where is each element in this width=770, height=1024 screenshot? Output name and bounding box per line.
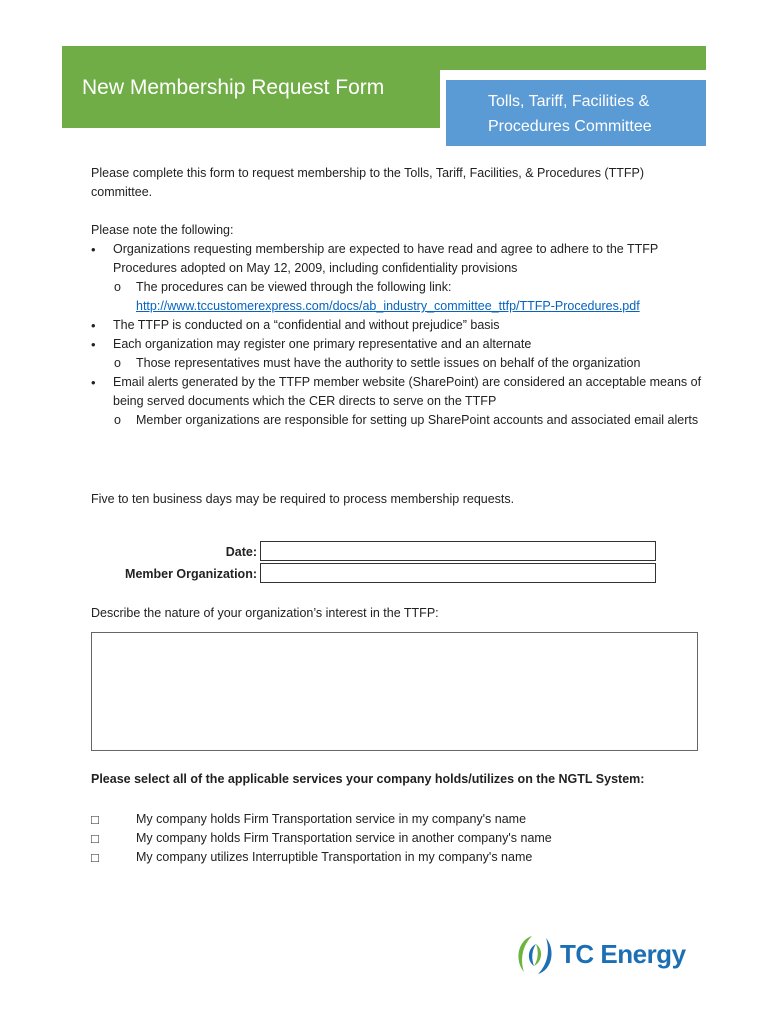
sub-note-text: The procedures can be viewed through the following link: (136, 280, 452, 294)
service-label: My company holds Firm Transportation service in another company's name (136, 831, 552, 845)
sub-note-text: Those representatives must have the authority to settle issues on behalf of the organization (136, 356, 641, 370)
committee-line-1: Tolls, Tariff, Facilities & (488, 93, 650, 110)
interest-textarea[interactable] (91, 632, 698, 751)
procedures-link[interactable]: http://www.tccustomerexpress.com/docs/ab_industry_committee_ttfp/TTFP-Procedures.pdf (136, 299, 640, 313)
tc-energy-logo (512, 930, 702, 980)
form-title: New Membership Request Form (82, 76, 385, 99)
notes-list (91, 240, 703, 430)
describe-label: Describe the nature of your organization’s interest in the TTFP: (91, 606, 439, 620)
title-box (62, 70, 440, 128)
sub-note-item (113, 278, 703, 316)
sub-notes-list (113, 278, 703, 316)
checkbox-icon[interactable]: □ (91, 850, 99, 865)
committee-name (488, 89, 652, 139)
service-label: My company holds Firm Transportation service in my company's name (136, 812, 527, 826)
date-label: Date: (225, 545, 257, 559)
checkbox-icon[interactable]: □ (91, 831, 99, 846)
services-heading: Please select all of the applicable services your company holds/utilizes on the NGTL System: (91, 772, 645, 786)
sub-notes-list (113, 411, 703, 430)
note-text: Email alerts generated by the TTFP member website (SharePoint) are considered an acceptable means of being served documents which the CER directs to serve on the TTFP (113, 375, 702, 408)
sub-notes-list (113, 354, 703, 373)
date-field[interactable] (260, 541, 656, 561)
note-text: The TTFP is conducted on a “confidential and without prejudice” basis (113, 318, 500, 332)
tc-energy-swirl-icon (512, 930, 558, 980)
member-organization-label: Member Organization: (125, 567, 257, 581)
logo-wordmark: TC Energy (560, 939, 686, 969)
header-accent-bar (62, 46, 706, 70)
note-item (91, 316, 703, 335)
processing-note: Five to ten business days may be required to process membership requests. (91, 492, 515, 506)
committee-box (446, 80, 706, 146)
sub-note-item (113, 411, 703, 430)
checkbox-icon[interactable]: □ (91, 812, 99, 827)
note-text: Organizations requesting membership are expected to have read and agree to adhere to the TTFP Procedures adopted on May 12, 2009, including confidentiality provisions (113, 242, 659, 275)
committee-line-2: Procedures Committee (488, 118, 652, 135)
note-item (91, 335, 703, 373)
note-heading: Please note the following: (91, 223, 234, 237)
note-text: Each organization may register one primary representative and an alternate (113, 337, 532, 351)
note-item (91, 240, 703, 316)
member-organization-field[interactable] (260, 563, 656, 583)
sub-note-text: Member organizations are responsible for setting up SharePoint accounts and associated email alerts (136, 413, 699, 427)
intro-paragraph: Please complete this form to request membership to the Tolls, Tariff, Facilities, & Procedures (TTFP) committee. (91, 166, 644, 199)
note-item (91, 373, 703, 430)
sub-note-item (113, 354, 703, 373)
service-label: My company utilizes Interruptible Transportation in my company's name (136, 850, 533, 864)
